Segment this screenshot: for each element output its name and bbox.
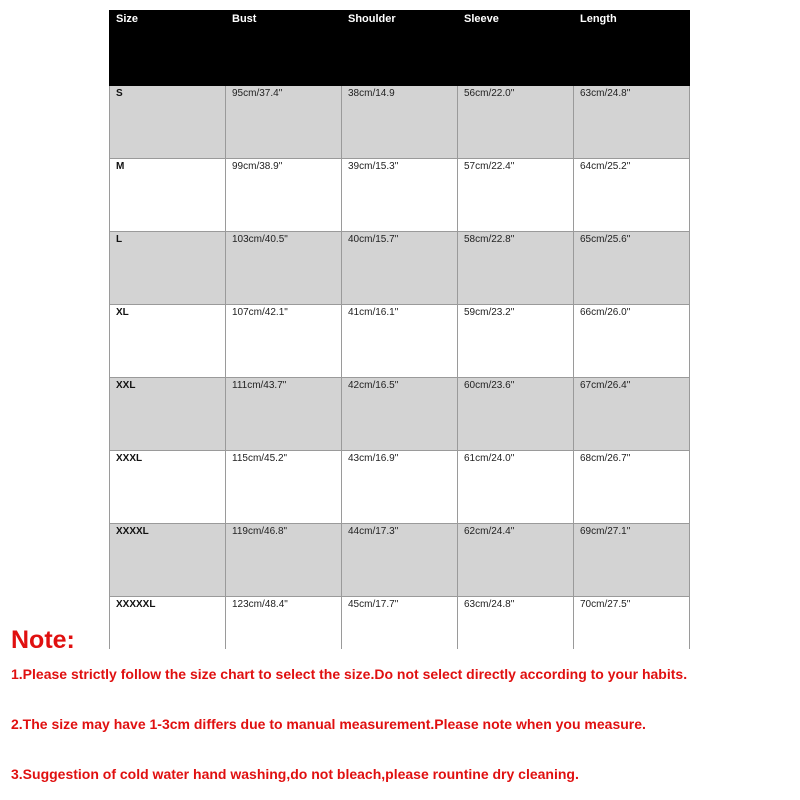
bust-cell: 115cm/45.2" (226, 451, 342, 524)
length-cell: 64cm/25.2" (574, 159, 690, 232)
size-cell: XXXXXL (110, 597, 226, 650)
size-cell: M (110, 159, 226, 232)
length-cell: 65cm/25.6" (574, 232, 690, 305)
size-cell: S (110, 86, 226, 159)
sleeve-cell: 62cm/24.4" (458, 524, 574, 597)
note-line-3: 3.Suggestion of cold water hand washing,do not bleach,please rountine dry cleaning. (11, 766, 579, 782)
shoulder-cell: 45cm/17.7" (342, 597, 458, 650)
sleeve-cell: 56cm/22.0" (458, 86, 574, 159)
length-cell: 63cm/24.8" (574, 86, 690, 159)
shoulder-cell: 40cm/15.7" (342, 232, 458, 305)
note-line-1: 1.Please strictly follow the size chart to select the size.Do not select directly according to your habits. (11, 666, 688, 682)
sleeve-cell: 57cm/22.4" (458, 159, 574, 232)
bust-cell: 95cm/37.4" (226, 86, 342, 159)
size-cell: L (110, 232, 226, 305)
table-row (110, 378, 690, 451)
shoulder-cell: 38cm/14.9 (342, 86, 458, 159)
sleeve-cell: 58cm/22.8" (458, 232, 574, 305)
header-size: Size (110, 11, 226, 86)
table-row (110, 451, 690, 524)
table-row (110, 86, 690, 159)
shoulder-cell: 42cm/16.5" (342, 378, 458, 451)
shoulder-cell: 41cm/16.1" (342, 305, 458, 378)
note-section (11, 624, 796, 782)
shoulder-cell: 44cm/17.3" (342, 524, 458, 597)
header-sleeve: Sleeve (458, 11, 574, 86)
sleeve-cell: 63cm/24.8" (458, 597, 574, 650)
size-cell: XXXL (110, 451, 226, 524)
note-line-2: 2.The size may have 1-3cm differs due to manual measurement.Please note when you measure. (11, 716, 646, 732)
bust-cell: 119cm/46.8" (226, 524, 342, 597)
bust-cell: 123cm/48.4" (226, 597, 342, 650)
header-shoulder: Shoulder (342, 11, 458, 86)
sleeve-cell: 60cm/23.6" (458, 378, 574, 451)
length-cell: 68cm/26.7" (574, 451, 690, 524)
size-cell: XL (110, 305, 226, 378)
length-cell: 69cm/27.1" (574, 524, 690, 597)
size-cell: XXL (110, 378, 226, 451)
table-row (110, 305, 690, 378)
header-bust: Bust (226, 11, 342, 86)
shoulder-cell: 43cm/16.9" (342, 451, 458, 524)
bust-cell: 111cm/43.7" (226, 378, 342, 451)
note-title: Note: (11, 626, 75, 654)
size-chart-table (109, 10, 690, 649)
sleeve-cell: 61cm/24.0" (458, 451, 574, 524)
length-cell: 66cm/26.0" (574, 305, 690, 378)
size-cell: XXXXL (110, 524, 226, 597)
bust-cell: 107cm/42.1" (226, 305, 342, 378)
table-row (110, 232, 690, 305)
table-header-row (110, 11, 690, 86)
sleeve-cell: 59cm/23.2" (458, 305, 574, 378)
length-cell: 67cm/26.4" (574, 378, 690, 451)
bust-cell: 103cm/40.5" (226, 232, 342, 305)
header-length: Length (574, 11, 690, 86)
bust-cell: 99cm/38.9" (226, 159, 342, 232)
table-row (110, 524, 690, 597)
table-row (110, 159, 690, 232)
length-cell: 70cm/27.5" (574, 597, 690, 650)
shoulder-cell: 39cm/15.3" (342, 159, 458, 232)
